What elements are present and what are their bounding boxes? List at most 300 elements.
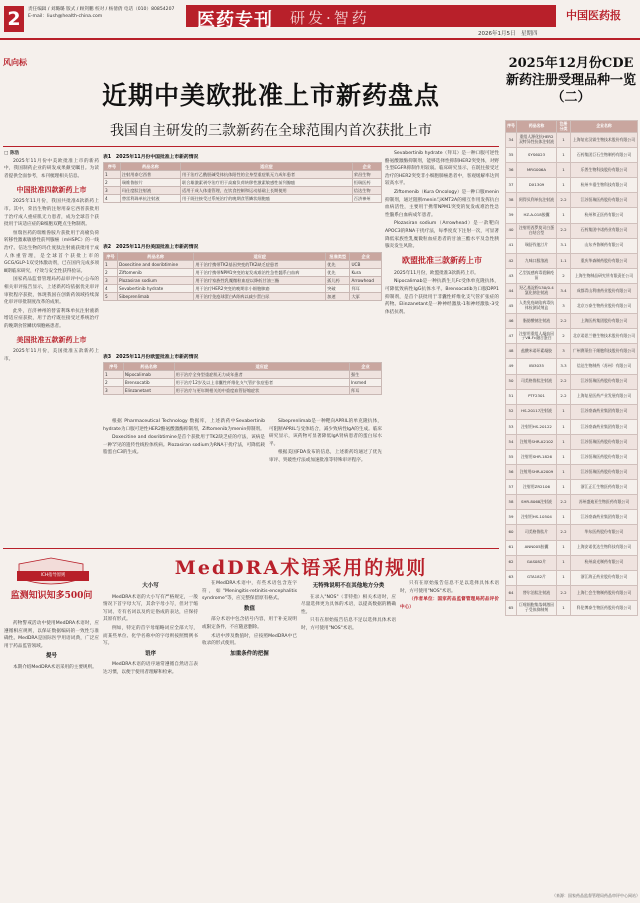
subheading: 提号 — [45, 653, 57, 660]
table-cell: 2.2 — [557, 389, 571, 404]
table-cell: 巨噬细胞集落刺激因子受体抑制剂 — [517, 600, 557, 615]
table-cell: Insmed — [349, 379, 381, 387]
table-cell: 替雷利珠单抗注射液 — [120, 195, 180, 203]
table-cell: 41 — [506, 238, 517, 253]
table-cell: 1 — [557, 148, 571, 163]
column-header: 企业名称 — [571, 121, 638, 133]
table-cell: 用于治疗与更年期相关的中重度血管舒缩症状 — [174, 387, 349, 395]
table-row — [506, 434, 638, 449]
table-cell: 65 — [506, 600, 517, 615]
table-cell: 39 — [506, 208, 517, 223]
table-header-row — [104, 363, 382, 371]
table-cell: 北京诺思兰德生物技术股份有限公司 — [571, 329, 638, 344]
table-cell: 联合雄激素剥夺治疗用于高瘤负荷转移性激素敏感性前列腺癌 — [181, 179, 353, 187]
table-row — [104, 387, 382, 395]
table-row — [104, 179, 382, 187]
table-cell: 用于治疗携带NPM1突变的复发或难治性急性髓系白血病 — [194, 269, 326, 277]
sidebar-title: 2025年12月份CDE新药注册受理品种一览（二） — [505, 56, 636, 105]
table-cell: 江苏恒瑞医药股份有限公司 — [571, 465, 638, 480]
table-row — [506, 495, 638, 510]
table-cell: PTF2301 — [517, 389, 557, 404]
table-row — [506, 570, 638, 585]
table-cell: 用于治疗乙酰胆碱受体抗体阳性的全身型重症肌无力成年患者 — [181, 171, 353, 179]
table-cell: 2.2 — [557, 495, 571, 510]
table-row — [104, 269, 382, 277]
table-cell: 脂肪酸钠注射液 — [517, 314, 557, 329]
table-cell: Elinzanetant — [123, 387, 174, 395]
table-row — [506, 208, 638, 223]
table-cell: 用于治疗携带TK2基因突变的TK2缺乏症患者 — [194, 261, 326, 269]
registration-table — [505, 120, 638, 616]
column-header: 序号 — [104, 363, 124, 371]
paragraph: 2025年11月份，欧盟批准3款新药上市。 — [394, 270, 479, 276]
table-cell: 4 — [104, 195, 121, 203]
table-cell: 1.1 — [557, 253, 571, 268]
section-title: 医药专刊 — [197, 10, 273, 31]
table-cell: 江苏豪森药业集团有限公司 — [571, 404, 638, 419]
table-cell: 60 — [506, 525, 517, 540]
table-cell: Plozasiran sodium — [118, 277, 194, 285]
table-row — [506, 299, 638, 314]
table-cell: 2 — [104, 269, 118, 277]
headline: 近期中美欧批准上市新药盘点 — [101, 81, 440, 110]
table-cell: 羟乙基淀粉130/0.4氯化钠注射液 — [517, 283, 557, 298]
table-cell: 注射用SHR-A2102 — [517, 434, 557, 449]
table-cell: 注射用SHR-A2009 — [517, 465, 557, 480]
table-cell: 54 — [506, 434, 517, 449]
table-cell: 38 — [506, 193, 517, 208]
paragraph: 国家药品监督管理局药品审评中心公布的相关审评报告显示，上述新药均依据优先审评审批程序获批，体现我国在创新药领域持续深化审评审批制度改革的成果。 — [4, 277, 99, 306]
newspaper-logo: 中国医药报 — [566, 9, 621, 22]
table-cell: 3.4 — [557, 283, 571, 298]
subheading: 数值 — [243, 605, 255, 612]
table-cell: 1 — [557, 419, 571, 434]
table-row — [104, 285, 382, 293]
table-cell: 注射用HS-10504 — [517, 510, 557, 525]
article-column-2 — [103, 418, 265, 542]
paragraph: 此外，百济神州的替雷利珠单抗注射液新增适应症获批，用于治疗既往接受过系统治疗的晚期食管鳞状细胞癌患者。 — [4, 308, 99, 329]
paragraph: Sibeprenlimab是一种靶向APRIL的单克隆抗体，可阻断APRIL与受体结合，减少致病性IgA的生成。临床研究显示，该药物可显著降低IgA肾病患者的蛋白尿水平。 — [269, 419, 382, 447]
table-cell: 杭州多禧生物科技有限公司 — [571, 178, 638, 193]
table-row — [506, 193, 638, 208]
table-cell: 人类免疫缺陷病毒抗体检测试剂盒 — [517, 299, 557, 314]
table-cell: 53 — [506, 419, 517, 434]
table-cell: 用于治疗HER2突变的晚期非小细胞肺癌 — [194, 285, 326, 293]
table-cell: 58 — [506, 495, 517, 510]
column-header: 序号 — [104, 163, 121, 171]
table-cell: 用于治疗免疫球蛋白A肾病以减少蛋白尿 — [194, 293, 326, 301]
table-row — [506, 404, 638, 419]
table-cell: 42 — [506, 253, 517, 268]
table-header-row — [104, 163, 382, 171]
table-cell: 1 — [104, 261, 118, 269]
subheadline: 我国自主研发的三款新药在全球范围内首次获批上市 — [110, 123, 432, 139]
table-cell: Ziftomenib — [118, 269, 194, 277]
paragraph: 药物警戒活动中使用MedDRA术语时，应遵循相应规则，以保证数据编码的一致性与准确性。MedDRA是国际医学用语词典，广泛应用于药品监管领域。 — [4, 621, 99, 649]
table-cell: 1 — [557, 404, 571, 419]
column-badge — [5, 556, 98, 616]
section-heading: 美国批准五款新药上市 — [16, 335, 87, 345]
author-note: （作者单位：国家药品监督管理局药品评价中心） — [400, 597, 499, 610]
table-row — [506, 600, 638, 615]
table-row — [104, 277, 382, 285]
table-cell: 1 — [557, 510, 571, 525]
table-row — [506, 359, 638, 374]
table-cell: 上海复星医药产业发展有限公司 — [571, 389, 638, 404]
table-cell: 1 — [557, 540, 571, 555]
table-cell: 3 — [557, 344, 571, 359]
table-cell: 用于治疗全身型重症肌无力成年患者 — [174, 371, 349, 379]
table-row — [506, 480, 638, 495]
table-cell: 2.2 — [557, 374, 571, 389]
table-cell: 1 — [557, 178, 571, 193]
table-cell: 5 — [104, 293, 118, 301]
table-cell: 江苏恒瑞医药股份有限公司 — [571, 374, 638, 389]
table-row — [506, 268, 638, 283]
paragraph: 根据 Pharmaceutical Technology 数据库，上述新药中Sevabertinib hydrate为口服可逆性HER2酪氨酸激酶抑制剂，Ziftomenib为menin抑制剂。 — [103, 419, 265, 432]
table-cell: GAS082片 — [517, 555, 557, 570]
table-cell: 浙江正汇生物医药有限公司 — [571, 480, 638, 495]
masthead — [0, 0, 640, 40]
table-row — [506, 253, 638, 268]
table-cell: 1 — [104, 371, 124, 379]
table-cell: 4 — [104, 285, 118, 293]
table-cell: 石药集团中诺药业有限公司 — [571, 223, 638, 238]
table-cell: UCB — [350, 261, 382, 269]
table-header-row — [506, 121, 638, 133]
table-cell: Sibeprenlimab — [118, 293, 194, 301]
table-row — [104, 293, 382, 301]
subheading: 大小写 — [142, 583, 159, 589]
table-cell: 广州赛莱拉干细胞科技股份有限公司 — [571, 344, 638, 359]
column-header: 序号 — [104, 253, 118, 261]
table-row — [506, 178, 638, 193]
column-header: 批准类型 — [326, 253, 350, 261]
table-cell: 2 — [557, 329, 571, 344]
table-row — [506, 525, 638, 540]
table-cell: 优先 — [326, 261, 350, 269]
table-row — [506, 163, 638, 178]
table-row — [506, 449, 638, 464]
table-cell: 九味口服溶液 — [517, 253, 557, 268]
table-cell: 乐普生物科技股份有限公司 — [571, 163, 638, 178]
table-cell: 大冢 — [350, 293, 382, 301]
page-number: 2 — [4, 6, 24, 32]
table-row — [506, 555, 638, 570]
table-cell: 石药集团巨石生物制药有限公司 — [571, 148, 638, 163]
table-cell: 40 — [506, 223, 517, 238]
table-cell: GTA182片 — [517, 570, 557, 585]
bottom-section-rule — [3, 548, 499, 549]
table-cell: 玛仕度肽注射液 — [120, 187, 180, 195]
table-cell: 43 — [506, 268, 517, 283]
subheading: 加重条件的把握 — [230, 650, 269, 657]
table-cell: 江苏恒瑞医药股份有限公司 — [571, 193, 638, 208]
headline-rule — [3, 146, 499, 147]
column-header: 药品名称 — [118, 253, 194, 261]
table-cell: 重组人源化抗HER2双特异性抗体注射液 — [517, 133, 557, 148]
table-cell: 用于既往接受过系统治疗的晚期食管鳞状细胞癌 — [181, 195, 353, 203]
table-cell: 1 — [104, 171, 121, 179]
column-header: 药品名称 — [517, 121, 557, 133]
table-cell: 瑞维鲁胺片 — [120, 179, 180, 187]
column-tag: 风向标 — [3, 58, 27, 67]
table-cell: 注射用SHR-1826 — [517, 449, 557, 464]
table-eu-approvals — [103, 350, 382, 395]
paragraph: 例如，特定的首字母缩略词应全部大写，而某些单位、化学名称中的字母则按照惯例书写。 — [103, 625, 198, 647]
table-cell: 1 — [557, 434, 571, 449]
bottom-column-2 — [103, 580, 198, 900]
table-row — [506, 419, 638, 434]
table-row — [506, 133, 638, 148]
table-row — [506, 510, 638, 525]
table-cell: 注射用ZR2106 — [517, 480, 557, 495]
article-column-4 — [385, 150, 499, 542]
table-cell: 2.2 — [557, 525, 571, 540]
paragraph: Doxecitine and doxribtimine是首个获批用于TK2缺乏症的疗法，该病是一种罕见的遗传性线粒体疾病。Plozasiran sodium为RNA干扰疗法，可降低载脂蛋白C3的生成。 — [103, 435, 265, 456]
paragraph: 部分术语中包含括号内容，用于补充说明或限定条件，不应随意删除。 — [202, 617, 297, 630]
editor-line: 版式 / 顾剑鹏 — [66, 7, 94, 12]
table-cell: 山东齐鲁制药有限公司 — [571, 238, 638, 253]
table-cell: 2.2 — [557, 223, 571, 238]
table-cell: 2.2 — [557, 585, 571, 600]
table-cell: 36 — [506, 163, 517, 178]
table-cell: 百济神州 — [352, 195, 381, 203]
column-header: 序号 — [506, 121, 517, 133]
paragraph: Nipocalimab是一种抗新生儿Fc受体单克隆抗体，可降低致病性IgG抗体水平。Brensocatib为口服DPP1抑制剂，是首个获批用于非囊性纤维化支气管扩张症的药物。Elinzanetant是一种神经激肽-1和神经激肽-3受体拮抗剂。 — [385, 279, 499, 315]
table-cell: 3 — [104, 277, 118, 285]
table-cell: 2.2 — [557, 193, 571, 208]
column-header: 适应症 — [174, 363, 349, 371]
table-cell: 51 — [506, 389, 517, 404]
table-cell: 乙型流感病毒裂解疫苗 — [517, 268, 557, 283]
table-cell: 浙江海正药业股份有限公司 — [571, 570, 638, 585]
table-cell: 拜耳 — [350, 285, 382, 293]
table-cell: 59 — [506, 510, 517, 525]
table-cell: 北京万泰生物药业股份有限公司 — [571, 299, 638, 314]
table-cell: Doxecitine and doxribtimine — [118, 261, 194, 269]
bottom-column-3 — [202, 580, 297, 900]
table-row — [506, 283, 638, 298]
table-row — [104, 195, 382, 203]
table-cell: 恒瑞医药 — [352, 179, 381, 187]
table-row — [104, 261, 382, 269]
issue-date: 2026年1月5日 星期四 — [478, 31, 538, 37]
table-row — [506, 329, 638, 344]
table-cell: 64 — [506, 585, 517, 600]
table-cell: SHR-8068注射液 — [517, 495, 557, 510]
table-cell: 突破 — [326, 285, 350, 293]
table-cell: 司美格鲁肽片 — [517, 525, 557, 540]
table-row — [506, 223, 638, 238]
table-cell: Sevabertinib hydrate — [118, 285, 194, 293]
table-cell: 1 — [557, 208, 571, 223]
paragraph: 2025年11月份，我国共批准4款新药上市。其中，荣昌生物的注射用泰它西普获批用于治疗成人重症肌无力患者，成为全球首个获批用于该适应症的B细胞双靶点生物制剂。 — [4, 199, 99, 228]
byline: □ 陈浩 — [4, 151, 20, 156]
table-cell: 61 — [506, 540, 517, 555]
table-row — [506, 344, 638, 359]
editor-line: 校对 / 杨倩倩 — [95, 7, 123, 12]
table-caption: 表2 2025年11月份美国批准上市新药情况 — [103, 245, 199, 250]
table-cell: 孤儿药 — [326, 277, 350, 285]
column-header: 企业 — [352, 163, 381, 171]
paragraph: 恒瑞医药的瑞维鲁胺片获批用于高瘤负荷转移性激素敏感性前列腺癌（mHSPC）的一线治疗。信达生物的玛仕度肽注射液获批用于成人体重管理，是全球首个获批上市的GCG/GLP-1双受体激动剂，已在国内完成多项Ⅲ期临床研究，疗效与安全性获得验证。 — [4, 230, 99, 274]
bottom-headline: MedDRA术语采用的规则 — [174, 557, 428, 579]
paragraph: 本期介绍MedDRA术语采用的主要规则。 — [13, 664, 97, 670]
table-cell: IBI3035 — [517, 359, 557, 374]
table-cell: 科伦博泰生物医药股份有限公司 — [571, 600, 638, 615]
table-cell: ANN005胶囊 — [517, 540, 557, 555]
table-cell: 注射用重组人凝血因子Ⅷ-Fc融合蛋白 — [517, 329, 557, 344]
table-cell: 江苏豪森药业集团有限公司 — [571, 419, 638, 434]
table-cell: 52 — [506, 404, 517, 419]
bottom-column-5 — [400, 580, 499, 900]
editor-line: 责任编辑 / 刘璐璐 — [28, 7, 65, 12]
table-cell: DX1309 — [517, 178, 557, 193]
editor-info — [28, 6, 178, 20]
table-cell: 优先 — [326, 269, 350, 277]
column-header: 适应症 — [194, 253, 326, 261]
section-heading: 欧盟批准三款新药上市 — [402, 254, 482, 265]
table-row — [506, 585, 638, 600]
table-cell: 阿得贝利单抗注射液 — [517, 193, 557, 208]
table-cell: 1 — [557, 600, 571, 615]
table-cell: 48 — [506, 344, 517, 359]
table-cell: 上海医药集团股份有限公司 — [571, 314, 638, 329]
table-cell: 盐酸米诺环素凝胶 — [517, 344, 557, 359]
editor-line: 电话（010）80854207 — [123, 7, 175, 12]
table-cell: 华东医药股份有限公司 — [571, 525, 638, 540]
table-caption: 表3 2025年11月份欧盟批准上市新药情况 — [103, 355, 199, 360]
table-cell: 2 — [557, 268, 571, 283]
source-note: （来源：国家药品监督管理局药品审评中心网站） — [552, 893, 640, 898]
article-column-3 — [269, 418, 382, 542]
editor-line: E-mail：liush@health-china.com — [28, 14, 103, 19]
table-row — [104, 371, 382, 379]
column-header: 注册分类 — [557, 121, 571, 133]
table-cell: 35 — [506, 148, 517, 163]
column-header: 企业 — [350, 253, 382, 261]
column-header: 适应症 — [181, 163, 353, 171]
table-caption: 表1 2025年11月份中国批准上市新药情况 — [103, 155, 199, 160]
table-cell: 45 — [506, 299, 517, 314]
table-cell: 3.3 — [557, 359, 571, 374]
table-row — [506, 374, 638, 389]
paragraph: 根据美国FDA发布的信息，上述新药均通过了优先审评、突破性疗法或加速批准等特殊审评程序。 — [269, 450, 382, 463]
badge-ribbon: ICH指导原则 — [17, 571, 89, 581]
table-cell: 上海安诺优达生物科技有限公司 — [571, 540, 638, 555]
table-cell: 50 — [506, 374, 517, 389]
table-cell: 1 — [557, 480, 571, 495]
paragraph: Plozasiran sodium（Arrowhead）是一款靶向APOC3的RNA干扰疗法，每季度皮下注射一次，可显著降低家族性乳糜微粒血症患者的甘油三酯水平及急性胰腺炎发生风险。 — [385, 221, 499, 250]
table-row — [506, 465, 638, 480]
table-cell: 上海仁会生物制药股份有限公司 — [571, 585, 638, 600]
section-subtitle: 研发·智药 — [290, 9, 370, 27]
table-cell: 加速 — [326, 293, 350, 301]
table-cell: 荣昌生物 — [352, 171, 381, 179]
table-cell: 上海生物制品研究所有限责任公司 — [571, 268, 638, 283]
subheading: 语序 — [144, 650, 156, 657]
bottom-column-4 — [301, 580, 396, 900]
table-cell: 瑞舒伐他汀片 — [517, 238, 557, 253]
table-cell: 用于治疗家族性乳糜微粒血症以降低甘油三酯 — [194, 277, 326, 285]
table-header-row — [104, 253, 382, 261]
table-cell: 1 — [557, 465, 571, 480]
paragraph: 在录入"NOS"（非特指）相关术语时，应尽量选择更为具体的术语，以提高数据的精确性。 — [301, 594, 396, 615]
table-cell: 拜耳 — [349, 387, 381, 395]
table-cell: 56 — [506, 465, 517, 480]
table-cell: 1 — [557, 555, 571, 570]
table-cell: 3 — [104, 387, 124, 395]
table-cell: 3 — [104, 187, 121, 195]
table-cell: 注射用HS-20122 — [517, 419, 557, 434]
table-cell: 江苏恒瑞医药股份有限公司 — [571, 449, 638, 464]
table-cell: 上海复宏汉霖生物技术股份有限公司 — [571, 133, 638, 148]
table-cell: 46 — [506, 314, 517, 329]
table-cell: HZ-A-018胶囊 — [517, 208, 557, 223]
table-row — [506, 148, 638, 163]
table-cell: 杭州和正医药有限公司 — [571, 208, 638, 223]
paragraph: 只有在原始报告信息不足以选择具体术语时，方可使用"NOS"术语。 — [301, 618, 396, 631]
table-cell: 44 — [506, 283, 517, 298]
column-header: 药品名称 — [123, 363, 174, 371]
table-cell: HS-20117注射液 — [517, 404, 557, 419]
table-cell: 3.1 — [557, 238, 571, 253]
table-cell: 司美格鲁肽注射液 — [517, 374, 557, 389]
table-cell: 62 — [506, 555, 517, 570]
table-cell: 34 — [506, 133, 517, 148]
table-cell: 37 — [506, 178, 517, 193]
table-row — [104, 379, 382, 387]
table-cell: 1 — [557, 133, 571, 148]
paragraph: MedDRA术语的语序通常遵循自然语言表达习惯，以便于使用者理解和检索。 — [103, 662, 198, 675]
header-rule — [0, 38, 640, 40]
table-cell: 57 — [506, 480, 517, 495]
lead-paragraph: 2025年11月份中美欧批准上市的新药中，我国制药企业的研发成果颇受瞩目。为读者提供全面参考，本刊梳理相关信息。 — [4, 158, 99, 179]
table-row — [506, 238, 638, 253]
table-cell: 重庆华森制药股份有限公司 — [571, 253, 638, 268]
paragraph: 术语中涉及数值时，应按照MedDRA中已收录的形式使用。 — [202, 633, 297, 647]
article-column-1 — [4, 150, 99, 540]
table-cell: 63 — [506, 570, 517, 585]
table-row — [506, 540, 638, 555]
paragraph: 在MedDRA术语中，有些术语包含连字符，如"Meningitis-retinitis-encephalitis syndrome"等，应完整保留原有格式。 — [202, 581, 297, 602]
table-cell: 47 — [506, 329, 517, 344]
paragraph: Ziftomenib（Kura Oncology）是一种口服menin抑制剂，通过阻断menin与KMT2A的相互作用发挥抗白血病活性，主要用于携带NPM1突变的复发或难治性急性髓系白血病成年患者。 — [385, 189, 499, 218]
table-cell: 苏州盛迪亚生物医药有限公司 — [571, 495, 638, 510]
table-cell: 1 — [557, 449, 571, 464]
column-header: 药品名称 — [120, 163, 180, 171]
paragraph: Sevabertinib hydrate（拜耳）是一种口服可逆性酪氨酸激酶抑制剂，能够选择性抑制HER2突变体，对野生型EGFR抑制作用较弱。临床研究显示，在既往接受过治疗的HER2突变非小细胞肺癌患者中，客观缓解率达到较高水平。 — [385, 151, 499, 187]
table-cell: Nipocalimab — [123, 371, 174, 379]
column-header: 企业 — [349, 363, 381, 371]
table-cell: 2 — [104, 379, 124, 387]
paragraph: 只有在原始报告信息不足以选择具体术语时，方可使用"NOS"术语。 — [400, 581, 499, 594]
table-cell: 注射用西罗莫司白蛋白结合型 — [517, 223, 557, 238]
table-row — [104, 171, 382, 179]
table-cell: 替尔泊肽注射液 — [517, 585, 557, 600]
table-row — [506, 389, 638, 404]
table-cell: 3 — [557, 299, 571, 314]
table-cell: 2.2 — [557, 314, 571, 329]
subheading: 无特殊说明不在其他地方分类 — [312, 583, 385, 589]
table-cell: 成都青山利康药业股份有限公司 — [571, 283, 638, 298]
table-cell: 江苏恒瑞医药股份有限公司 — [571, 434, 638, 449]
table-row — [104, 187, 382, 195]
table-cell: 2 — [104, 179, 121, 187]
table-cell: Kura — [350, 269, 382, 277]
table-cell: 1 — [557, 570, 571, 585]
